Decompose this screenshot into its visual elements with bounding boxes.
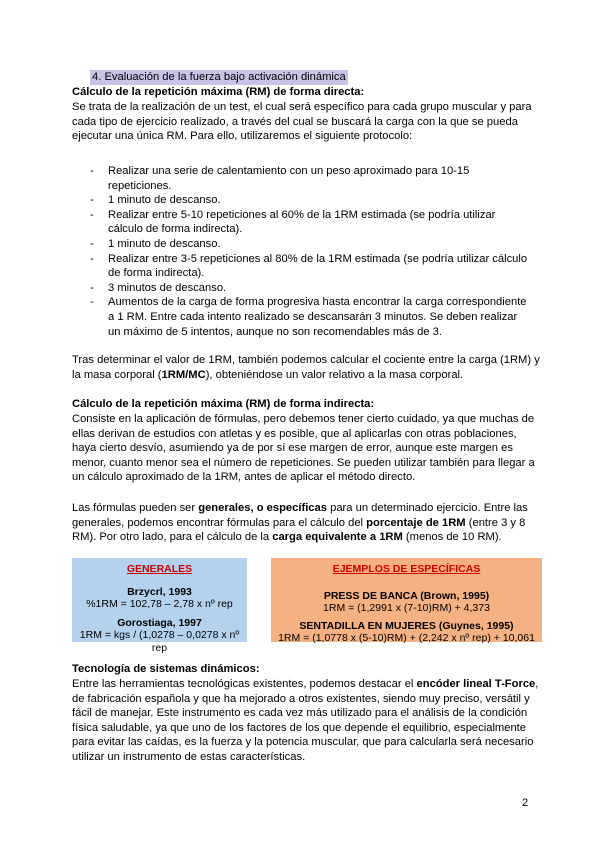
protocol-step: - 3 minutos de descanso. bbox=[90, 281, 530, 296]
relative-load-text-end: ), obteniéndose un valor relativo a la masa corporal. bbox=[205, 368, 464, 381]
formulas-text: Las fórmulas pueden ser bbox=[72, 502, 199, 514]
protocol-step: - 1 minuto de descanso. bbox=[90, 237, 530, 252]
protocol-step: - Aumentos de la carga de forma progresiva hasta encontrar la carga correspondiente a 1 RM. Entre cada intento realizado se descansarán 3 minutos. Se deben realizar un máximo de 5 intentos, aunque no son recomendables más de 3. bbox=[90, 295, 530, 339]
squat-women-title: SENTADILLA EN MUJERES (Guynes, 1995) bbox=[299, 619, 514, 632]
protocol-list bbox=[90, 164, 530, 339]
brzycki-author: Brzycrl, 1993 bbox=[127, 585, 192, 598]
relative-load-ratio: 1RM/MC bbox=[161, 368, 206, 381]
gorostiaga-author: Gorostiaga, 1997 bbox=[117, 616, 202, 629]
formulas-paragraph bbox=[72, 501, 542, 545]
general-box-title: GENERALES bbox=[126, 563, 193, 575]
relative-load-paragraph bbox=[72, 353, 542, 382]
tech-text: Entre las herramientas tecnológicas existentes, podemos destacar el bbox=[72, 678, 417, 690]
page-number: 2 bbox=[522, 797, 529, 809]
tech-text-end: , de fabricación española y que ha mejorado a otros existentes, siendo muy preciso, versátil y fácil de manejar. Este instrumento es cada vez más utilizado para el análisis de la condición física saludable, ya que uno de los factores de los que depende el equilibrio, especialmente para evitar las caídas, es la fuerza y la potencia muscular, que para calcularla será necesario utilizar un instrumento de estas características. bbox=[72, 678, 539, 763]
direct-method-intro: Se trata de la realización de un test, el cual será específico para cada grupo muscular y para cada tipo de ejercicio realizado, a través del cual se buscará la carga con la que se pueda ejecutar una única RM. Para ello, utilizaremos el siguiente protocolo: bbox=[72, 101, 532, 143]
tech-paragraph bbox=[72, 677, 542, 765]
formulas-load: carga equivalente a 1RM bbox=[272, 531, 403, 544]
tech-device: encóder lineal T-Force bbox=[416, 678, 536, 690]
direct-method-title: Cálculo de la repetición máxima (RM) de forma directa: bbox=[72, 86, 365, 98]
bench-press-formula: 1RM = (1,2991 x (7-10)RM) + 4,373 bbox=[323, 602, 490, 615]
bench-press-title: PRESS DE BANCA (Brown, 1995) bbox=[323, 589, 490, 602]
squat-women-formula: 1RM = (1,0778 x (5-10)RM) + (2,242 x nº rep) + 10,061 bbox=[278, 632, 535, 645]
specific-box-title: EJEMPLOS DE ESPECÍFICAS bbox=[332, 563, 481, 575]
protocol-step: - Realizar una serie de calentamiento con un peso aproximado para 10-15 repeticiones. bbox=[90, 164, 530, 193]
formulas-text: para un determinado ejercicio. Entre las generales, podemos encontrar fórmulas para el cálculo del bbox=[72, 502, 528, 529]
tech-title: Tecnología de sistemas dinámicos: bbox=[72, 663, 260, 675]
specific-formulas-box bbox=[271, 558, 542, 645]
general-formulas-box bbox=[72, 558, 247, 654]
brzycki-formula: %1RM = 102,78 – 2,78 x nº rep bbox=[86, 598, 233, 611]
formulas-text: (entre 3 y 8 RM). Por otro lado, para el cálculo de la bbox=[72, 516, 526, 544]
section-heading: 4. Evaluación de la fuerza bajo activación dinámica bbox=[92, 71, 346, 83]
gorostiaga-formula: 1RM = kgs / (1,0278 – 0,0278 x nº rep bbox=[79, 629, 240, 654]
formulas-percentage: porcentaje de 1RM bbox=[366, 516, 466, 529]
indirect-method-body: Consiste en la aplicación de fórmulas, pero debemos tener cierto cuidado, ya que muchas de ellas derivan de estudios con atletas y es posible, que al aplicarlas con otras poblaciones, haya cierto desvío, asumiendo ya de por sí ese margen de error, aunque este margen es menor, cuanto menor sea el número de repeticiones. Se pueden utilizar también para llegar a un cálculo aproximado de la 1RM, antes de aplicar el método directo. bbox=[72, 413, 535, 484]
relative-load-text: Tras determinar el valor de 1RM, también podemos calcular el cociente entre la carga (1RM) y la masa corporal ( bbox=[72, 354, 540, 381]
protocol-step: - Realizar entre 5-10 repeticiones al 60% de la 1RM estimada (se podría utilizar cálculo de forma indirecta). bbox=[90, 208, 530, 237]
formulas-types: generales, o específicas bbox=[198, 502, 327, 514]
formulas-text: (menos de 10 RM). bbox=[402, 531, 502, 544]
indirect-method-title: Cálculo de la repetición máxima (RM) de forma indirecta: bbox=[72, 398, 375, 410]
protocol-step: - 1 minuto de descanso. bbox=[90, 193, 530, 208]
protocol-step: - Realizar entre 3-5 repeticiones al 80% de la 1RM estimada (se podría utilizar cálculo de forma indirecta). bbox=[90, 252, 530, 281]
